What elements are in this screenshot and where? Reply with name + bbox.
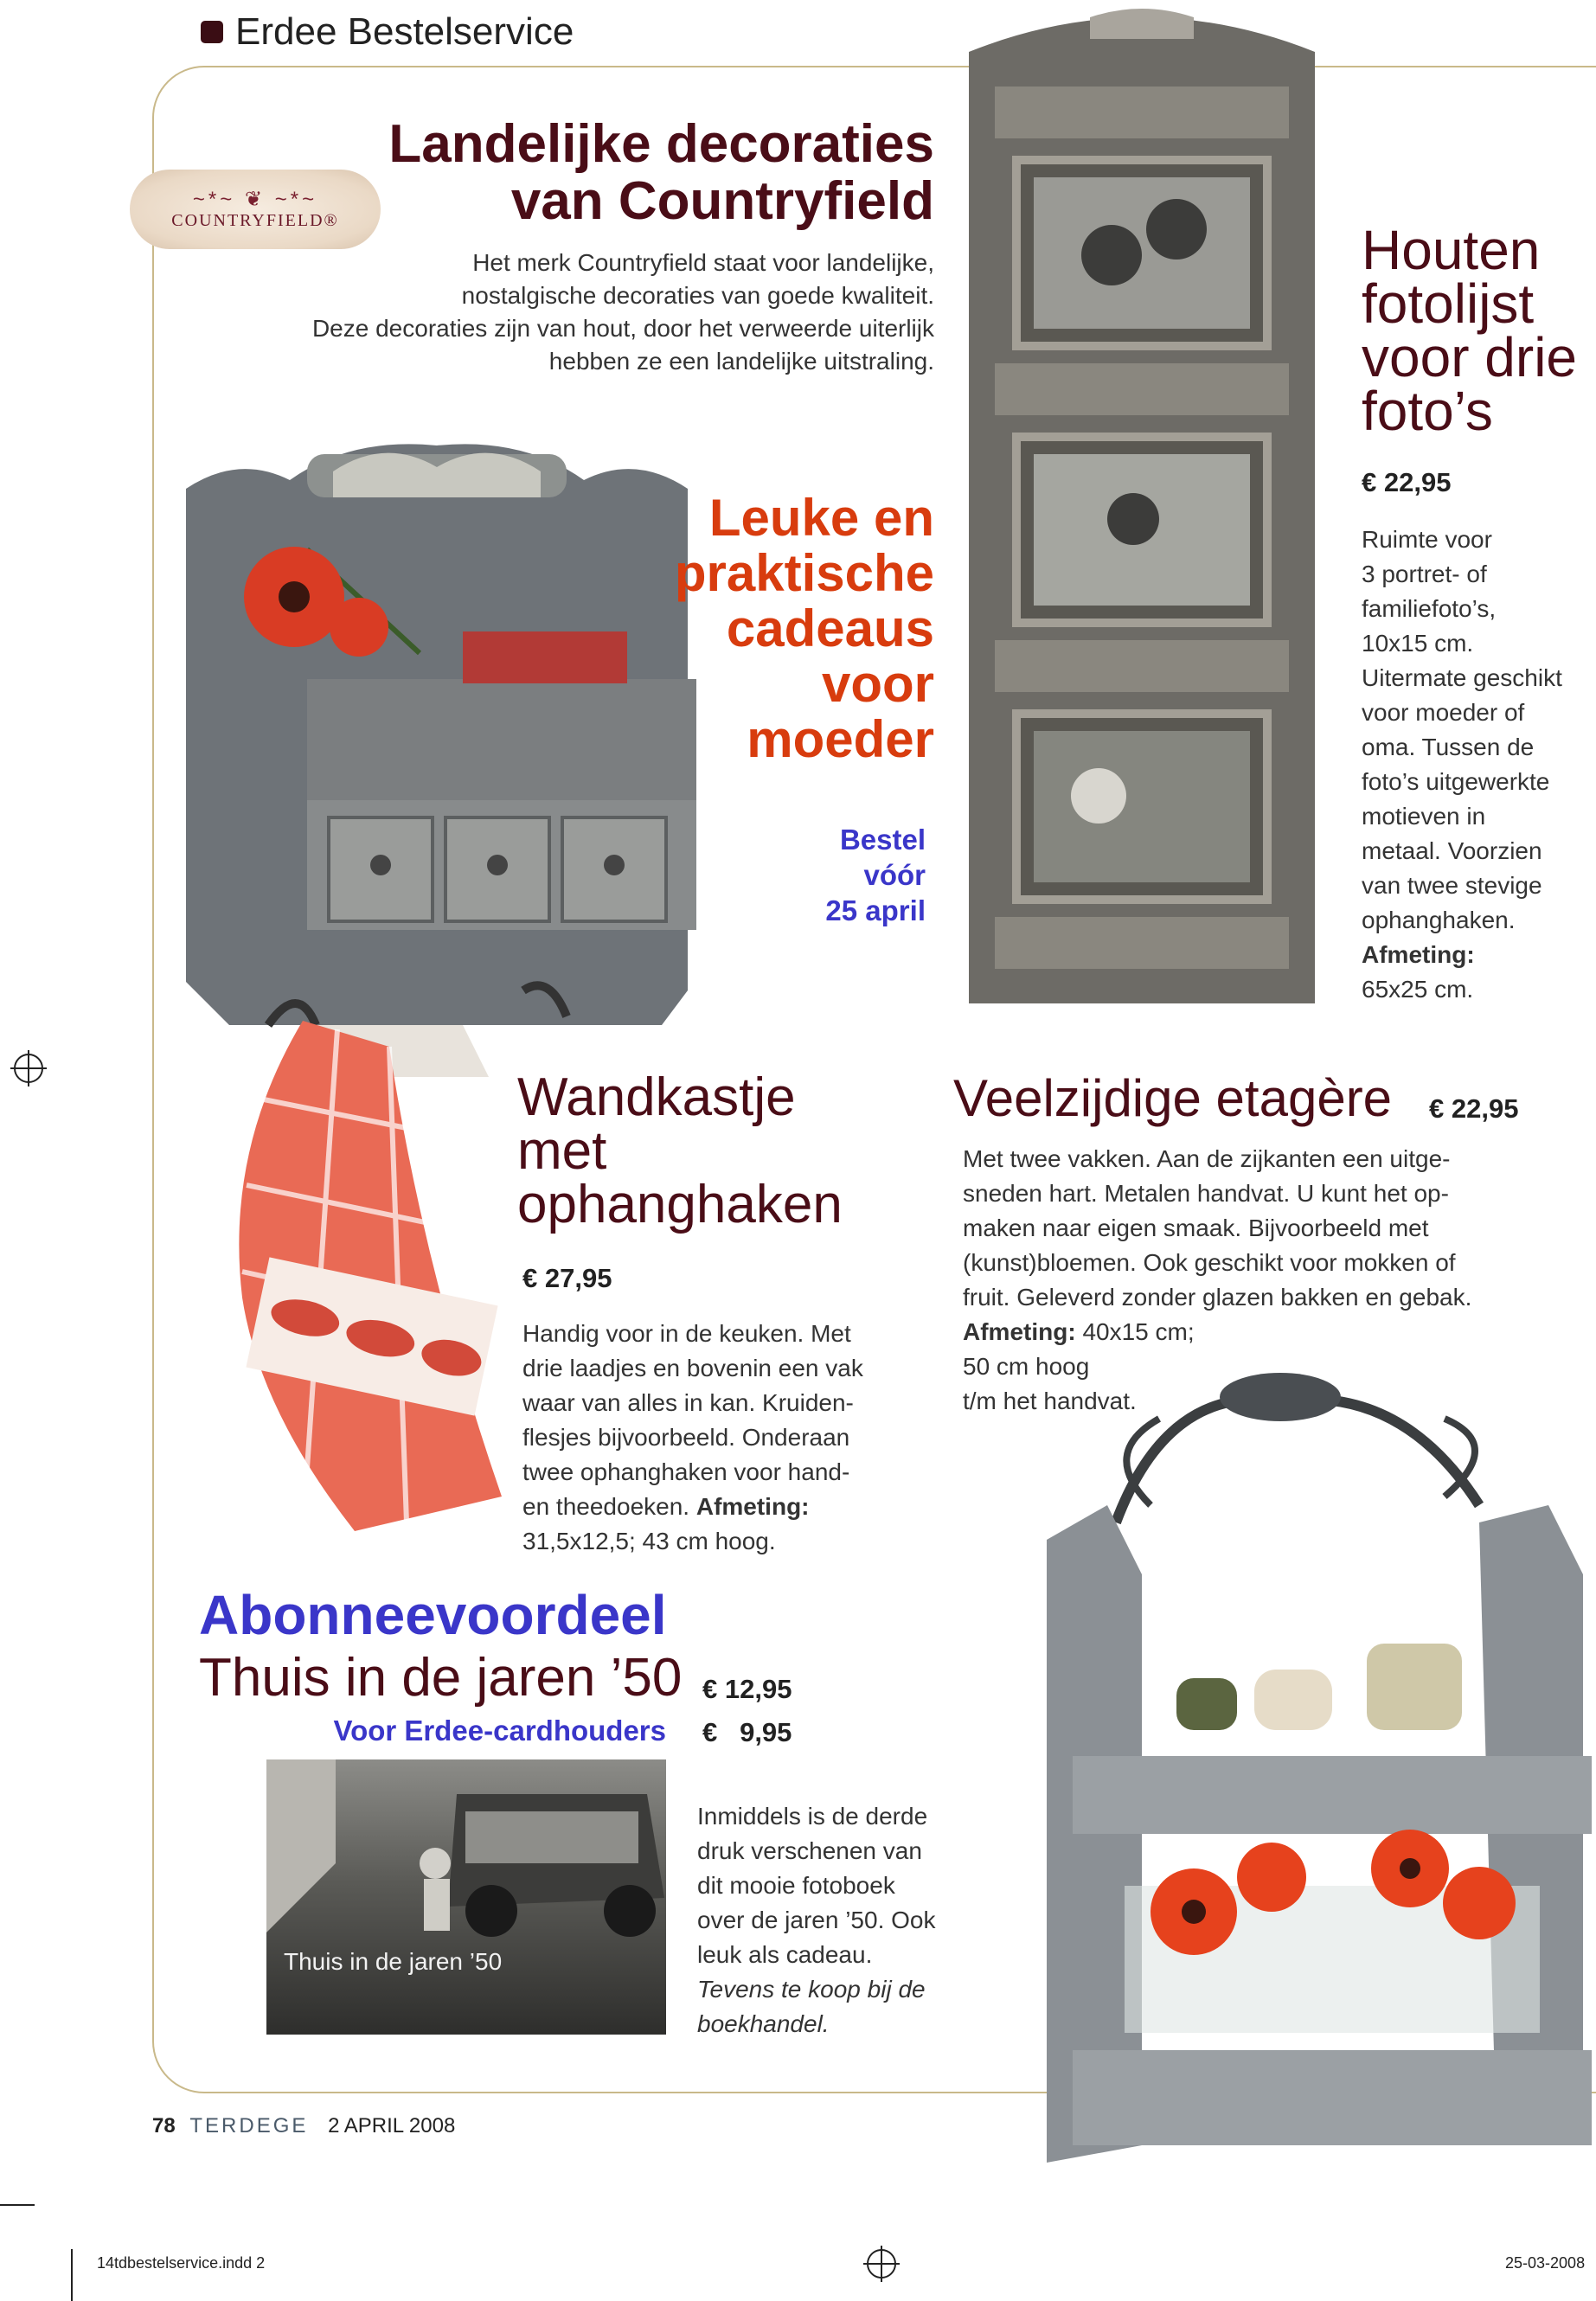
etagere-dim-label: Afmeting: [963, 1318, 1076, 1345]
etagere-dim-value: 40x15 cm; [1082, 1318, 1195, 1345]
slug-date: 25-03-2008 [1505, 2254, 1586, 2272]
logo-name: COUNTRYFIELD® [171, 210, 339, 230]
etagere-dim-l3: t/m het handvat. [963, 1388, 1137, 1414]
intro-text: Het merk Countryfield staat voor landelijke, nostalgische decoraties van goede kwaliteit. Deze decoraties zijn van hout, door het verweerde uiterlijk hebben ze een landelijke uitstraling. [311, 249, 934, 375]
fotolijst-description [1362, 522, 1595, 1007]
etagere-line: maken naar eigen smaak. Bijvoorbeeld met [963, 1215, 1429, 1241]
abonnee-line: Inmiddels is de derde [697, 1803, 928, 1830]
fotolijst-line: familiefoto’s, [1362, 595, 1497, 622]
abonnee-italic-2: boekhandel. [697, 2010, 830, 2037]
registration-mark-icon [14, 1054, 43, 1083]
wandkastje-line: waar van alles in kan. Kruiden- [522, 1389, 854, 1416]
abonnee-price-regular: € 12,95 [702, 1674, 792, 1704]
abonnee-line: druk verschenen van [697, 1837, 922, 1864]
page-headline: Landelijke decoraties van Countryfield [388, 114, 934, 231]
etagere-illustration [995, 1349, 1596, 2214]
fotolijst-line: motieven in [1362, 803, 1486, 830]
crop-mark [0, 2204, 35, 2206]
photo-frame-illustration [960, 0, 1324, 1012]
abonnee-card-label: Voor Erdee-cardhouders [333, 1715, 666, 1747]
fotolijst-photo [960, 0, 1324, 1012]
order-deadline: Bestel vóór 25 april [825, 824, 926, 926]
wandkastje-line: flesjes bijvoorbeeld. Onderaan [522, 1424, 850, 1451]
fotolijst-line: foto’s uitgewerkte [1362, 768, 1550, 795]
wandkastje-line: twee ophanghaken voor hand- [522, 1458, 850, 1485]
etagere-line: fruit. Geleverd zonder glazen bakken en gebak. [963, 1284, 1472, 1311]
etagere-lines [963, 1142, 1551, 1315]
fotolijst-price: € 22,95 [1362, 467, 1452, 497]
wandkastje-dim-label: Afmeting: [695, 1493, 810, 1520]
wandkastje-price: € 27,95 [522, 1263, 612, 1293]
wandkastje-dim-value: 31,5x12,5; 43 cm hoog. [522, 1528, 776, 1554]
fotolijst-line: ophanghaken. [1362, 907, 1516, 933]
abonnee-description [697, 1799, 974, 2041]
fotolijst-lines [1362, 522, 1595, 938]
abonnee-subtitle: Thuis in de jaren ’50 [199, 1648, 683, 1708]
bullet-square-icon [201, 21, 223, 43]
etagere-line: sneden hart. Metalen handvat. U kunt het op- [963, 1180, 1449, 1207]
fotolijst-line: metaal. Voorzien [1362, 837, 1542, 864]
book-cover-illustration [266, 1759, 666, 2035]
book-cover-photo [266, 1759, 666, 2035]
etagere-photo [995, 1349, 1596, 2214]
etagere-price: € 22,95 [1429, 1093, 1519, 1124]
etagere-dim-l2: 50 cm hoog [963, 1353, 1090, 1380]
page-number: 78 [152, 2114, 176, 2138]
crop-mark [71, 2249, 73, 2301]
etagere-title: Veelzijdige etagère [953, 1069, 1393, 1127]
wandkastje-line: Handig voor in de keuken. Met [522, 1320, 851, 1347]
abonnee-lines [697, 1799, 974, 1972]
slug-filename: 14tdbestelservice.indd 2 [97, 2254, 266, 2272]
abonnee-price-card: € 9,95 [702, 1717, 792, 1747]
section-header [201, 10, 574, 54]
fotolijst-line: oma. Tussen de [1362, 734, 1535, 760]
tea-towel-illustration [208, 1012, 510, 1531]
wandkastje-title: Wandkastje met ophanghaken [517, 1067, 843, 1234]
abonnee-italic-1: Tevens te koop bij de [697, 1976, 926, 2003]
fotolijst-line: voor moeder of [1362, 699, 1525, 726]
page-footer [152, 2114, 455, 2138]
wandkastje-line: drie laadjes en bovenin een vak [522, 1355, 863, 1381]
registration-mark-icon [867, 2249, 896, 2279]
book-cover-title: Thuis in de jaren ’50 [284, 1948, 503, 1975]
fotolijst-line: Ruimte voor [1362, 526, 1492, 553]
section-title: Erdee Bestelservice [235, 10, 574, 53]
fotolijst-line: Uitermate geschikt [1362, 664, 1562, 691]
promo-heading: Leuke en praktische cadeaus voor moeder [674, 489, 934, 768]
wandkastje-lines [522, 1317, 929, 1490]
fotolijst-line: 10x15 cm. [1362, 630, 1474, 657]
abonnee-line: dit mooie fotoboek [697, 1872, 895, 1899]
wandkastje-last-line: en theedoeken. [522, 1493, 690, 1520]
wandkastje-description [522, 1317, 929, 1559]
tea-towel-photo [208, 1012, 510, 1531]
logo-ornament: ~*~ ❦ ~*~ [192, 187, 318, 211]
fotolijst-title: Houten fotolijst voor drie foto’s [1362, 219, 1577, 442]
fotolijst-dim-label: Afmeting: [1362, 941, 1475, 968]
abonnee-line: leuk als cadeau. [697, 1941, 873, 1968]
magazine-name: TERDEGE [189, 2114, 309, 2138]
abonnee-title: Abonneevoordeel [199, 1584, 667, 1646]
fotolijst-dim-value: 65x25 cm. [1362, 976, 1474, 1003]
etagere-line: Met twee vakken. Aan de zijkanten een uitge- [963, 1145, 1451, 1172]
fotolijst-line: van twee stevige [1362, 872, 1542, 899]
abonnee-line: over de jaren ’50. Ook [697, 1907, 936, 1933]
etagere-line: (kunst)bloemen. Ook geschikt voor mokken of [963, 1249, 1456, 1276]
fotolijst-line: 3 portret- of [1362, 561, 1487, 587]
issue-date: 2 APRIL 2008 [328, 2114, 456, 2138]
